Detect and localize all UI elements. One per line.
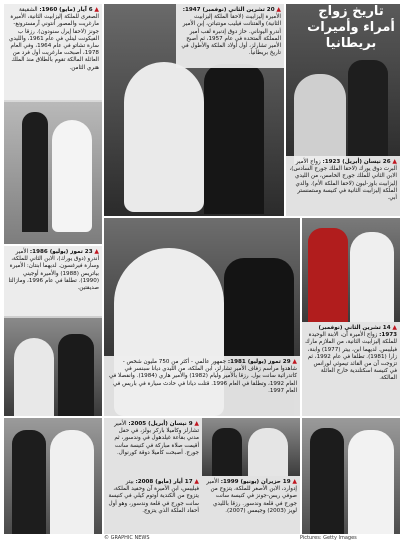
caption-1986: ▲ 23 تموز (يوليو) 1986: الأمير أندرو (دوق يورك)، الابن الثاني للملكة، وسارة فيرغسون. لديهما ابنتان: الأميرة بياتريس (1988) والأميرة أوجيني (1990). تطلقا في عام 1996، ومازالتا صديقتين. xyxy=(4,246,102,316)
caption-1947: ▲ 20 تشرين الثاني (نوفمبر) 1947: الأميرة إليزابيث (لاحقا الملكة إليزابيث الثانية) والفتنانت فيليب مونتباتن، إبن الأمير أندرو اليوناني. حاز دوق إدنبرة لقب أمير المملكة المتحدة في عام 1957، ثم أصبح الأمير تشارلز، أول أولاد الملكة والأطول في تاريخ بريطانيا. xyxy=(176,4,284,68)
caption-1981: ▲ 29 تموز (يوليو) 1981: جمهور عالمي - أكثر من 750 مليون شخص - شاهدوا مراسم زفاف الأمير تشارلز، ابن الملكة، من الليدي ديانا سبنسر في كاتدرائية سانت بول. رزقا بالأمير وليام (1982) والأمير هاري (1984). وانفصلا في العام 1992، وتطلقا في العام 1996. قتلت ديانا في حادث سيارة في باريس في العام 1997. xyxy=(104,356,300,416)
marker-icon: ▲ xyxy=(392,324,397,331)
caption-2005: ▲ 9 نيسان (أبريل) 2005: الأمير تشارلز وكاميلا باركر بولز، في حفل مدني بقاعة غيلدهول في وندسور، ثم أقيمت صلاة مباركة في كنيسة سانت جورج. أصبحت كاميلا دوقة كورنوال. xyxy=(104,418,202,476)
panel-1981 xyxy=(104,218,300,416)
caption-2008: ▲ 17 أيار (مايو) 2008: بيتر فيليبس، ابن الأميرة آن وحفيد الملكة، يتزوج من الكندية أوتوم كيلي في كنيسة سانت جورج في قلعة وندسور، وهو أول أحفاد الملكة الذي يتزوج. xyxy=(104,476,202,534)
wedding-photo-2008 xyxy=(4,418,102,534)
panel-1986 xyxy=(4,246,102,416)
footer-brand: © GRAPHIC NEWS xyxy=(104,535,150,541)
panel-2008 xyxy=(4,418,102,534)
panel-1947 xyxy=(104,4,284,216)
footer-source: Pictures: Getty Images xyxy=(300,535,357,541)
caption-1923: ▲ 26 نيسان (أبريل) 1923: زواج الأمير ألبرت دوق يورك (لاحقا الملك جورج السادس)، الابن الثاني للملك جورج الخامس، من الليدي إليزابيث باوز-ليون (لاحقا الملكة الأم). والدي الملكة إليزابيث الثانية في كنيسة وستمنستر أبي. xyxy=(286,156,400,216)
marker-icon: ▲ xyxy=(94,6,99,13)
marker-icon: ▲ xyxy=(194,478,199,485)
caption-1999: ▲ 19 حزيران (يونيو) 1999: الأمير إدوارد، الابن الأصغر للملكة، يتزوج من صوفي ريس-جونز في كنيسة سانت جورج في قلعة وندسور. رزقا بالليدي لويز (2003) وجيمس (2007). xyxy=(202,476,300,534)
marker-icon: ▲ xyxy=(276,6,281,13)
marker-icon: ▲ xyxy=(292,358,297,365)
page-title: تاريخ زواج أمراء وأميرات بريطانيا xyxy=(307,4,395,51)
marker-icon: ▲ xyxy=(392,158,397,165)
caption-1973: ▲ 14 تشرين الثاني (نوفمبر) 1973: زواج الأميرة آن، الابنة الوحيدة للملكة إليزابيث الثانية، من الملازم مارك فيليبس. لديهما ابن، بيتر (1977) وابنة، زارا (1981). تطلقا في عام 1992، ثم تزوجت آن من القائد تيموثي لورانس في كنيسة اسكتلندية خارج العائلة المالكة. xyxy=(302,322,400,416)
wedding-photo-1960 xyxy=(4,102,102,244)
caption-1960: ▲ 6 آيار (مايو) 1960: الشقيقة الصغرى للملكة إليزابيث الثانية، الأميرة مارغريت والمصور أنتوني آرمسترونغ-جونز (لاحقا إيرل سنودون). رزقا ب الفيكونت لينلي في عام 1961، والليدي سارة تشاتو في عام 1964، وفي العام 1978، أصبحت مارغريت أول فرد من العائلة المالكة تقوم بالطلاق منذ الملك هنري الثامن. xyxy=(4,4,102,100)
wedding-photo-2005 xyxy=(202,418,300,476)
marker-icon: ▲ xyxy=(194,420,199,427)
marker-icon: ▲ xyxy=(292,478,297,485)
panel-1973 xyxy=(302,218,400,416)
wedding-photo-1986 xyxy=(4,318,102,416)
wedding-photo-1973 xyxy=(302,218,400,322)
wedding-photo-1999 xyxy=(302,418,400,534)
panel-1960 xyxy=(4,4,102,244)
panel-1999 xyxy=(302,418,400,534)
marker-icon: ▲ xyxy=(94,248,99,255)
panel-2005 xyxy=(104,418,300,534)
